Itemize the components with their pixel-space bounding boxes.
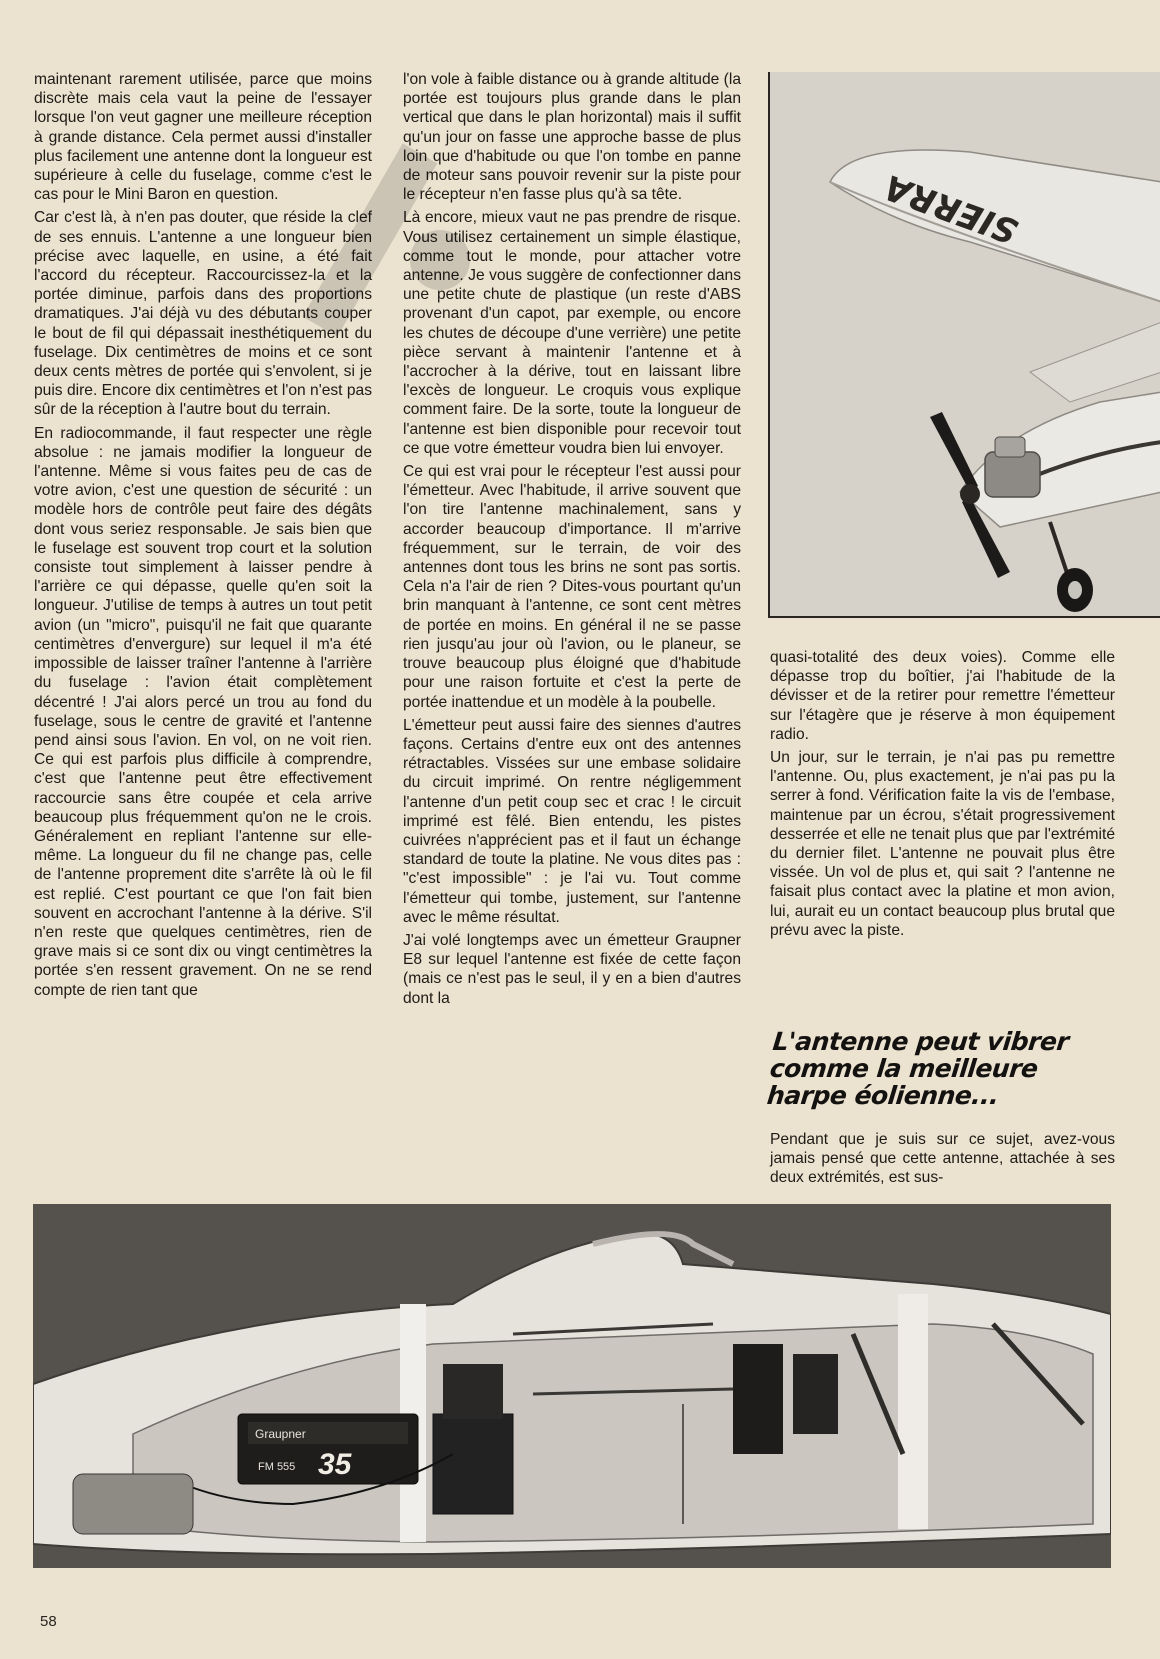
receiver-model: FM 555 xyxy=(258,1461,296,1473)
text-column-2 xyxy=(403,70,741,1008)
paragraph: maintenant rarement utilisée, parce que moins discrète mais cela vaut la peine de l'essayer lorsque l'on veut gagner une meilleure réception à grande distance. Cela permet aussi d'installer plus facilement une antenne dont la longueur est supérieure à celle du fuselage, comme c'est le cas pour le Mini Baron en question. xyxy=(34,71,372,204)
fuselage-radio-installation-photo xyxy=(33,1204,1111,1568)
paragraph: En radiocommande, il faut respecter une règle absolue : ne jamais modifier la longueur de l'antenne. Même si vous faites peu de cas de votre avion, c'est une question de sécurité : un modèle hors de contrôle peut faire des dégâts dont vous seriez responsable. Je sais bien que le fuselage est souvent trop court et la solution consiste tout simplement à laisser pendre à l'arrière ce qui dépasse, quelle qu'en soit la longueur. J'utilise de temps à autres un tout petit avion (un "micro", puisqu'il ne fait que quarante centimètres d'envergure) sur lequel il m'a été impossible de laisser traîner l'antenne à l'arrière du fuselage : l'avion était complètement décentré ! J'ai alors percé un trou au fond du fuselage, sous le centre de gravité et l'antenne pend ainsi sous l'avion. En vol, on ne voit rien. Ce qui est parfois plus difficile à comprendre, c'est que l'antenne peut être effectivement raccourcie sans être coupée et cela arrive beaucoup plus fréquemment qu'on ne le crois. Généralement en repliant l'antenne sur elle-même. La longueur du fil ne change pas, celle de l'antenne proprement dite s'arrête là où le fil est replié. C'est pourtant ce que l'on fait bien souvent en accrochant l'antenne à la dérive. S'il n'en reste que quelques centimètres, rien de grave mais si ce sont dix ou vingt centimètres la portée s'en ressent gravement. On ne se rend compte de rien tant que xyxy=(34,424,372,999)
paragraph: Là encore, mieux vaut ne pas prendre de risque. Vous utilisez certainement un simple élastique, comme tout le monde, pour attacher votre antenne. Je vous suggère de confectionner dans une petite chute de plastique (un reste d'ABS provenant d'un capot, par exemple, ou encore les chutes de découpe d'une verrière) une petite pièce servant à maintenir l'antenne et à l'accrocher à la dérive, tout en laissant libre l'excès de longueur. Le croquis vous explique comment faire. De la sorte, toute la longueur de l'antenne est bien disponible pour recevoir tout ce que votre émetteur voudra bien lui envoyer. xyxy=(403,209,741,457)
heading-line: comme la meilleure xyxy=(768,1054,1040,1083)
heading-line: harpe éolienne... xyxy=(765,1081,1001,1110)
section-heading xyxy=(766,1028,1125,1109)
paragraph: Car c'est là, à n'en pas douter, que réside la clef de ses ennuis. L'antenne a une longueur bien précise avec laquelle, en usine, a été fait l'accord du récepteur. Raccourcissez-la et la portée diminue, parfois dans des proportions dramatiques. J'ai déjà vu des débutants couper le bout de fil qui dépassait inesthétiquement du fuselage. Dix centimètres de moins et ce sont deux cents mètres de portée qui s'envolent, si je puis dire. Encore dix centimètres et l'on n'est pas sûr de la réception à l'autre bout du terrain. xyxy=(34,209,372,419)
text-column-3 xyxy=(770,648,1115,940)
paragraph: Ce qui est vrai pour le récepteur l'est aussi pour l'émetteur. Avec l'habitude, il arrive souvent que l'on tire l'antenne machinalement, sans y accorder beaucoup d'importance. Il m'arrive fréquemment, sur le terrain, de voir des antennes dont tous les brins ne sont pas sortis. Cela n'a l'air de rien ? Dites-vous pourtant qu'un brin manquant à l'antenne, ce sont cent mètres de portée en moins. En général il ne se passe rien jusqu'au jour où l'avion, ou le planeur, se trouve beaucoup plus éloigné que d'habitude pour une raison fortuite et c'est la perte de portée inattendue et un modèle à la poubelle. xyxy=(403,463,741,711)
airplane-photo xyxy=(768,72,1160,618)
wing-lettering: SIERRA xyxy=(878,165,1024,252)
paragraph: quasi-totalité des deux voies). Comme elle dépasse trop du boîtier, j'ai l'habitude de la dévisser et de la retirer pour remettre l'émetteur sur l'étagère que je réserve à mon équipement radio. xyxy=(770,649,1115,743)
text-column-3-continued xyxy=(770,1130,1115,1188)
paragraph: l'on vole à faible distance ou à grande altitude (la portée est toujours plus grande dans le plan vertical que dans le plan horizontal) mais il suffit qu'un jour on fasse une approche basse de plus loin que d'habitude ou que l'on tombe en panne de moteur sans pouvoir revenir sur la piste pour le récepteur n'en fasse plus qu'à sa tête. xyxy=(403,71,741,204)
receiver-brand: Graupner xyxy=(255,1427,306,1441)
paragraph: Un jour, sur le terrain, je n'ai pas pu remettre l'antenne. Ou, plus exactement, je n'ai pas pu la serrer à fond. Vérification faite la vis de l'embase, maintenue par un écrou, s'était progressivement desserrée et elle ne tenait plus que par l'extrémité du dernier filet. L'antenne ne pouvait plus être vissée. Un vol de plus et, qui sait ? l'antenne ne faisait plus contact avec la platine et mon avion, lui, aurait eu un contact beaucoup plus brutal que prévu avec la piste. xyxy=(770,749,1115,939)
paragraph: L'émetteur peut aussi faire des siennes d'autres façons. Certains d'entre eux ont des antennes rétractables. Vissées sur une embase solidaire du circuit imprimé. On rentre négligemment l'antenne d'un petit coup sec et crac ! le circuit imprimé est fêlé. Bien entendu, les pistes cuivrées n'apprécient pas et il faut un échange standard de toute la platine. Ne vous dites pas : "c'est impossible" : je l'ai vu. Tout comme l'émetteur qui tombe, justement, sur l'antenne avec le même résultat. xyxy=(403,716,741,926)
paragraph: Pendant que je suis sur ce sujet, avez-vous jamais pensé que cette antenne, attachée à ses deux extrémités, est sus- xyxy=(770,1131,1115,1187)
paragraph: J'ai volé longtemps avec un émetteur Graupner E8 sur lequel l'antenne est fixée de cette façon (mais ce n'est pas le seul, il y en a bien d'autres dont la xyxy=(403,931,741,1007)
page-number: 58 xyxy=(40,1613,57,1630)
text-column-1 xyxy=(34,70,372,1000)
fuselage-illustration xyxy=(33,1204,1111,1568)
airplane-illustration xyxy=(770,72,1160,616)
receiver-channel: 35 xyxy=(318,1448,352,1481)
heading-line: L'antenne peut vibrer xyxy=(771,1027,1070,1056)
